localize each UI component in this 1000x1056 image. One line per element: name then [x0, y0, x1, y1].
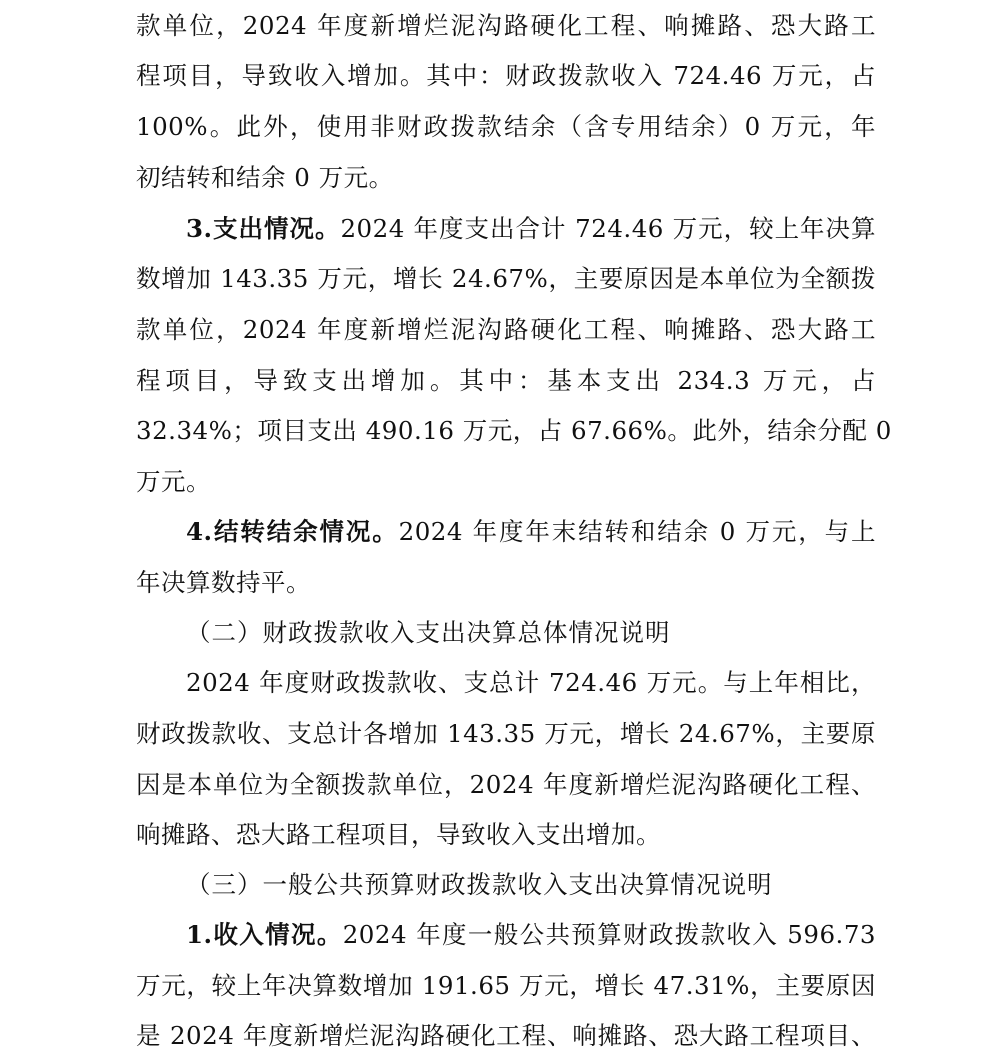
paragraph-line: 数增加 143.35 万元，增长 24.67%，主要原因是本单位为全额拨: [136, 264, 876, 293]
paragraph-line: 款单位，2024 年度新增烂泥沟路硬化工程、响摊路、恐大路工: [136, 11, 876, 40]
paragraph-line: 2024 年度财政拨款收、支总计 724.46 万元。与上年相比，: [186, 668, 876, 697]
paragraph-line: 100%。此外，使用非财政拨款结余（含专用结余）0 万元，年: [136, 112, 876, 141]
expenditure-heading: 3.支出情况。: [186, 214, 341, 243]
income-lead: 2024 年度一般公共预算财政拨款收入 596.73: [342, 920, 877, 949]
paragraph-line: 万元。: [136, 467, 211, 496]
section-heading: （二）财政拨款收入支出决算总体情况说明: [186, 618, 671, 647]
section-heading: （三）一般公共预算财政拨款收入支出决算情况说明: [186, 870, 773, 899]
expenditure-paragraph-first-line: [186, 212, 876, 246]
carryover-heading: 4.结转结余情况。: [186, 517, 399, 546]
paragraph-line: 程项目，导致收入增加。其中：财政拨款收入 724.46 万元，占: [136, 61, 876, 90]
carryover-paragraph-first-line: [186, 515, 876, 549]
paragraph-line: 万元，较上年决算数增加 191.65 万元，增长 47.31%，主要原因: [136, 971, 876, 1000]
paragraph-line: 初结转和结余 0 万元。: [136, 163, 394, 192]
paragraph-line: 年决算数持平。: [136, 568, 311, 597]
paragraph-line: 程项目，导致支出增加。其中：基本支出 234.3 万元，占: [136, 366, 876, 395]
paragraph-line: 是 2024 年度新增烂泥沟路硬化工程、响摊路、恐大路工程项目、: [136, 1021, 876, 1050]
expenditure-lead: 2024 年度支出合计 724.46 万元，较上年决算: [340, 214, 876, 243]
paragraph-line: 款单位，2024 年度新增烂泥沟路硬化工程、响摊路、恐大路工: [136, 315, 876, 344]
paragraph-line: 因是本单位为全额拨款单位，2024 年度新增烂泥沟路硬化工程、: [136, 770, 876, 799]
paragraph-line: 财政拨款收、支总计各增加 143.35 万元，增长 24.67%，主要原: [136, 719, 876, 748]
paragraph-line: 32.34%；项目支出 490.16 万元，占 67.66%。此外，结余分配 0: [136, 416, 892, 445]
income-paragraph-first-line: [186, 918, 876, 952]
carryover-lead: 2024 年度年末结转和结余 0 万元，与上: [398, 517, 876, 546]
income-heading: 1.收入情况。: [186, 920, 343, 949]
paragraph-line: 响摊路、恐大路工程项目，导致收入支出增加。: [136, 820, 661, 849]
